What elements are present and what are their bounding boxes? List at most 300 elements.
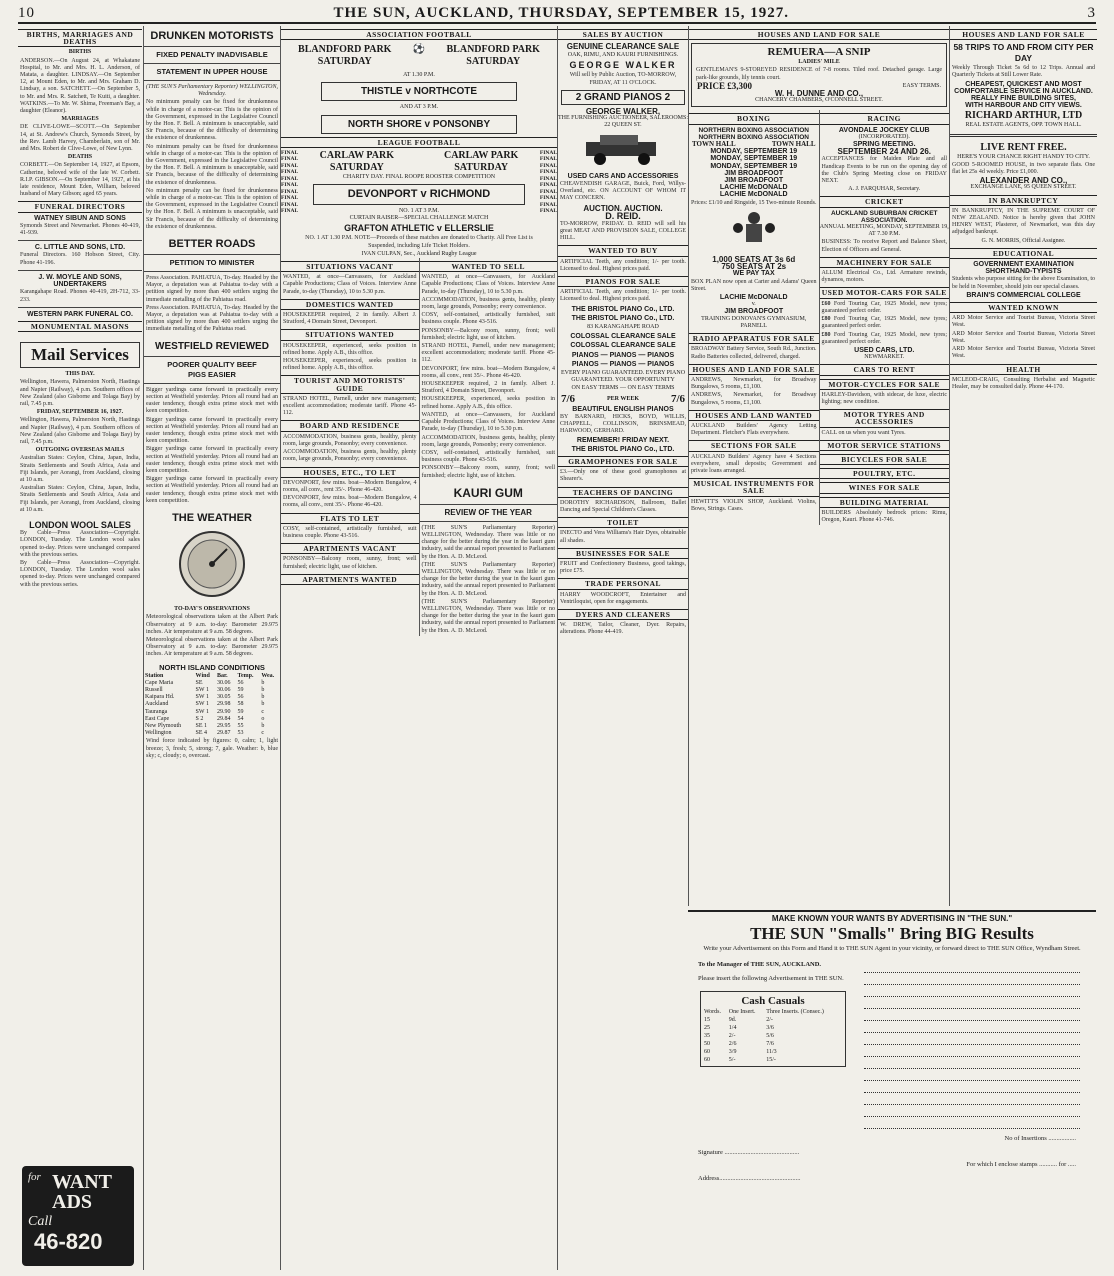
table-row [144, 709, 280, 716]
used-cars-title: USED CARS AND ACCESSORIES [567, 172, 679, 180]
final-label: FINAL [281, 201, 299, 208]
final-label: FINAL [539, 182, 557, 189]
dunne-name: W. H. DUNNE AND CO., [774, 89, 864, 99]
tyres-text: CALL on us when you want Tyres. [821, 429, 906, 436]
wool-heading: LONDON WOOL SALES [29, 519, 131, 530]
situations-wanted-text: HOUSEKEEPER, experienced, seeks position in refined home. Apply A.B., this office. [283, 342, 417, 356]
guarantee-text: EVERY PIANO GUARANTEED. EVERY PIANO GUARANTEED. YOUR OPPORTUNITY [560, 370, 686, 384]
seats-2: 750 SEATS AT 2s [721, 262, 787, 272]
masthead-left: 10 [18, 4, 35, 21]
sell-text-4: PONSONBY—Balcony room, sunny, front; well furnished; electric light, use of kitchen. [421, 327, 555, 341]
per-week: PER WEEK [606, 395, 640, 402]
government-exam: GOVERNMENT EXAMINATION [973, 261, 1074, 269]
table-cell: b [261, 722, 265, 729]
motor-text: Ford Touring Car, 1925 Model, new tyres; guaranteed perfect order. [821, 331, 947, 345]
apartments-wanted-heading: APARTMENTS WANTED [281, 574, 419, 585]
spring-meeting: SPRING MEETING. [852, 141, 916, 149]
clearance-sale-sub: OAK, RIMU, AND KAURI FURNISHINGS. [567, 52, 679, 59]
table-cell: 5/- [728, 1057, 736, 1063]
assoc-match-2: NORTH SHORE v PONSONBY [321, 115, 517, 134]
enclose-line[interactable]: For which I enclose stamps ........... for ..... [966, 1161, 1076, 1168]
cricket-meeting: ANNUAL MEETING, MONDAY, SEPTEMBER 19, AT 7.30 P.M. [819, 224, 949, 238]
table-cell: 2/- [728, 1033, 736, 1039]
racing-text: ACCEPTANCES for Maiden Plate and all Handicap Events to be run on the opening day of the Club's Spring Meeting close on FRIDAY NEXT. [821, 156, 947, 185]
table-cell: c [261, 708, 264, 715]
motor-text: Ford Touring Car, 1925 Model, new tyres; guaranteed perfect order. [821, 300, 947, 314]
table-cell: 29.87 [217, 730, 231, 737]
alexander-sub: EXCHANGE LANE, 95 QUEEN STREET. [970, 184, 1077, 191]
boxing-prices: Prices: £1/10 and Ringside, 15 Two-minute Rounds. [691, 199, 817, 206]
births-text: ANDERSON.—On August 24, at Whakatane Hospital, to Mr. and Mrs. H. L. Anderson, of Matata, a daughter. LINDSAY.—On September 12, at Mount Eden, to Mr. and Mrs. Graham D. Lindsay, a son. SATCHETT.—On September 5, to Mr. and Mrs. R. Satchett, Te Kuiti, a daughter. WATKINS.—To Mr. W. Shima, Freeman's Bay, a daughter (Eleanor). [20, 57, 140, 115]
league-ad [281, 150, 557, 258]
furnishing-auctioneer: THE FURNISHING AUCTIONEER, SALEROOMS: 22 QUEEN ST. [558, 115, 688, 129]
westfield-text: Bigger yardings came forward in practically every section at Westfield yesterday. Prices all round had an easier tendency, though extra prime stock met with keen competition. [146, 386, 278, 415]
mail-services-title: Mail Services [31, 345, 129, 365]
remuera-text: GENTLEMAN'S 9-STOREYED RESIDENCE of 7-8 rooms. Tiled roof. Detached garage. Large park-like grounds, lily tennis court. [696, 67, 942, 81]
bicycles-heading: BICYCLES FOR SALE [820, 454, 950, 465]
dyers-text: W. DREW, Tailor, Cleaner, Dyer. Repairs, alterations. Phone 44-419. [560, 622, 686, 636]
flats-heading: FLATS TO LET [281, 513, 419, 524]
column-2 [143, 26, 280, 1270]
column-5 [689, 110, 820, 525]
table-row [703, 1040, 843, 1048]
ad-line[interactable] [864, 1071, 1080, 1081]
flats-text: COSY, self-contained, artistically furnished, suit business couple. Phone 43-516. [283, 525, 417, 539]
table-row [144, 701, 280, 708]
wanted-to-sell-heading: WANTED TO SELL [420, 261, 558, 272]
remember-friday: REMEMBER! FRIDAY NEXT. [576, 436, 670, 444]
town-hall-row [689, 141, 819, 148]
town-hall-left: TOWN HALL [692, 140, 736, 149]
bristol-address: 83 KARANGAHAPE ROAD [587, 324, 659, 331]
ad-line[interactable] [864, 1011, 1080, 1021]
dunne-address: CHANCERY CHAMBERS, O'CONNELL STREET. [755, 97, 883, 104]
wanted-known-text-3: ARD Motor Service and Tourist Bureau, Victoria Street West. [952, 346, 1095, 360]
sell-text-12: PONSONBY—Balcony room, sunny, front; well furnished; electric light, use of kitchen. [421, 465, 555, 479]
businesses-text: FRUIT and Confectionery Business, good takings, price £75. [560, 560, 686, 575]
price-left: 7/6 [561, 392, 576, 405]
want-ads-for: for [28, 1171, 41, 1183]
we-pay-tax: WE PAY TAX [732, 270, 775, 278]
educational-heading: EDUCATIONAL [950, 248, 1097, 259]
table-cell: b [261, 679, 265, 686]
better-roads-heading: BETTER ROADS [168, 238, 256, 251]
league-ground-left: CARLAW PARK SATURDAY [319, 149, 395, 173]
edu-text: Students who purpose sitting for the above Examination, to be held in November, should join our special classes. [952, 276, 1095, 290]
league-football-heading: LEAGUE FOOTBALL [281, 137, 557, 148]
ad-line[interactable] [864, 963, 1080, 973]
bankruptcy-sign: G. N. MORRIS, Official Assignee. [981, 237, 1066, 244]
table-cell: SW 1 [195, 694, 209, 701]
sell-text-5: STRAND HOTEL, Parnell, under new management; excellent accommodation; moderate tariff. Phone 45-112. [421, 343, 555, 364]
ad-line[interactable] [864, 987, 1080, 997]
table-cell: 56 [237, 679, 244, 686]
want-ads-banner [22, 1166, 134, 1266]
funeral-ad-2: C. LITTLE AND SONS, LTD. [34, 244, 126, 252]
mail-day-2: FRIDAY, SEPTEMBER 16, 1927. [36, 409, 124, 416]
funeral-ad-4: WESTERN PARK FUNERAL CO. [27, 310, 133, 318]
motor-price-value: £80 [821, 331, 831, 338]
boxer-illustration [689, 210, 819, 253]
table-cell: East Cape [145, 715, 170, 722]
ad-line[interactable] [864, 1035, 1080, 1045]
table-cell: 29.90 [217, 708, 231, 715]
pianos-row-2: PIANOS — PIANOS — PIANOS [571, 360, 675, 368]
drunken-motorists-heading: DRUNKEN MOTORISTS [150, 30, 274, 42]
table-cell: 7/6 [766, 1041, 774, 1047]
table-cell: SW 1 [195, 708, 209, 715]
ad-line[interactable] [864, 1083, 1080, 1093]
rates-col-three: Three Inserts. (Consec.) [766, 1009, 824, 1015]
table-cell: 50 [704, 1041, 710, 1047]
sections-text: AUCKLAND Builders' Agency have 4 Sections everywhere, small deposits; Government and private loans arranged. [691, 453, 817, 474]
beautiful-pianos: BEAUTIFUL ENGLISH PIANOS [572, 405, 674, 413]
cash-casuals-box [700, 991, 846, 1067]
good-house-text: GOOD 5-ROOMED HOUSE, in two separate flats. One flat let 25s 4d weekly. Price £1,000. [952, 161, 1095, 176]
bristol-2: THE BRISTOL PIANO Co., LTD. [571, 314, 675, 322]
no-insertions[interactable]: No of Insertions ................. [1004, 1135, 1076, 1142]
table-cell: 3/6 [766, 1025, 774, 1031]
funeral-ad-1-text: Symonds Street and Newmarket. Phones 40-419, 41-939. [20, 222, 140, 237]
final-label: FINAL [281, 149, 299, 156]
weather-caption: TO-DAY'S OBSERVATIONS [174, 606, 250, 613]
houses-sale-heading-7: HOUSES AND LAND FOR SALE [950, 29, 1097, 40]
classifieds-split [281, 258, 557, 636]
sell-text-2: ACCOMMODATION, business gents, healthy, plenty room, large grounds, Ponsonby; every convenience. [421, 296, 555, 311]
table-cell: 60 [704, 1049, 710, 1055]
final-label: FINAL [281, 156, 299, 163]
weather-table-head [144, 673, 280, 680]
smalls-insert: Please insert the following Advertisement in THE SUN. [698, 975, 844, 982]
classifieds-left [281, 258, 420, 636]
league-sign: IVAN CULPAN, Sec., Auckland Rugby League [361, 250, 477, 257]
wool-text-2: By Cable—Press Association—Copyright. LONDON, Tuesday. The London wool sales opened to-day. Prices were unchanged compared with the previous series. [20, 559, 140, 588]
land-wanted-text: AUCKLAND Builders' Agency Letting Department. Fletcher's Flats everywhere. [691, 422, 817, 437]
live-rent-free-sub: HERE'S YOUR CHANCE RIGHT HANDY TO CITY. [957, 153, 1090, 160]
apartments-heading: APARTMENTS VACANT [281, 543, 419, 554]
table-cell: Auckland [145, 701, 169, 708]
ad-writing-lines[interactable] [848, 961, 1096, 1131]
league-ground-right: CARLAW PARK SATURDAY [443, 149, 519, 173]
ad-line[interactable] [864, 1047, 1080, 1057]
bristol-3: THE BRISTOL PIANO Co., LTD. [571, 445, 675, 453]
final-label: FINAL [281, 175, 299, 182]
table-cell: Russell [145, 686, 163, 693]
boxing-assoc-1: NORTHERN BOXING ASSOCIATION [698, 126, 809, 134]
sell-text-10: ACCOMMODATION, business gents, healthy, plenty room, large grounds, Ponsonby; every convenience. [421, 434, 555, 448]
houses-to-let-text: DEVONPORT, few mins. boat—Modern Bungalow, 4 rooms, all conv., rent 35/-. Phone 46-420. [283, 479, 417, 493]
league-match-2: GRAFTON ATHLETIC v ELLERSLIE [344, 223, 494, 234]
association-football-heading: ASSOCIATION FOOTBALL [281, 29, 557, 40]
table-cell: Tauranga [145, 708, 168, 715]
final-label: FINAL [539, 149, 557, 156]
boxing-assoc-2: NORTHERN BOXING ASSOCIATION [698, 133, 809, 141]
remuera-title: REMUERA—A SNIP [767, 46, 871, 59]
houses-for-sale-heading: HOUSES AND LAND FOR SALE [689, 29, 949, 40]
funeral-ad-3-text: Karangahape Road. Phones 40-419, 2H-712, 33-233. [20, 289, 140, 303]
wanted-known-text-2: ARD Motor Service and Tourist Bureau, Victoria Street West. [952, 330, 1095, 344]
motor-price-2 [822, 316, 948, 330]
table-row [144, 716, 280, 723]
september-dates: SEPTEMBER 24 AND 26. [837, 147, 931, 157]
final-label: FINAL [281, 182, 299, 189]
table-cell: 30.06 [217, 679, 231, 686]
motor-price-value: £60 [821, 300, 831, 307]
signature-line[interactable]: Signature .............................................. [698, 1149, 800, 1156]
column-7 [949, 26, 1097, 906]
kauri-text: (THE SUN'S Parliamentary Reporter) WELLINGTON, Wednesday. There was little or no change for the better during the year in the kauri gum industry, said the annual report presented to Parliament by the Hon. A. D. McLeod. [421, 524, 555, 560]
drunken-text-2: No minimum penalty can be fixed for drunkenness while in charge of a motor-car. This is the opinion of the Government, expressed in the Legislative Council by the Hon. F. Bell. A minimum is unacceptable, said Sir Francis, because of the difficulty of determining the existence of drunkenness. [146, 143, 278, 186]
births-marriages-heading: BIRTHS, MARRIAGES AND DEATHS [18, 29, 142, 47]
building-text: BUILDERS Absolutely bedrock prices: Rimu, Oregon, Kauri. Phone 41-746. [821, 509, 947, 523]
broadfoot-2: JIM BROADFOOT [724, 177, 784, 185]
radio-text: BROADWAY Battery Service, South Rd., Junction. Radio Batteries collected, delivered, charged. [691, 346, 817, 360]
column-3 [280, 26, 557, 1270]
machinery-text: ALLUM Electrical Co., Ltd. Armature rewinds, dynamos, motors. [821, 270, 947, 284]
ad-line[interactable] [864, 1107, 1080, 1117]
ad-line[interactable] [864, 975, 1080, 985]
sell-text-7: HOUSEKEEPER required, 2 in family. Albert J. Stratford, 4 Domain Street, Devonport. [421, 381, 555, 395]
boxer-icon [724, 210, 784, 250]
table-cell: SE [195, 679, 203, 686]
racing-sign: A. J. FARQUHAR, Secretary. [848, 186, 921, 193]
column-6 [820, 110, 950, 525]
trips-title: 58 TRIPS TO AND FROM CITY PER DAY [953, 42, 1094, 64]
funeral-heading: FUNERAL DIRECTORS [18, 201, 142, 212]
league-day: CHARITY DAY. FINAL ROOPE ROOSTER COMPETITION [342, 173, 496, 180]
table-row [703, 1024, 843, 1032]
kauri-text-3: (THE SUN'S Parliamentary Reporter) WELLINGTON, Wednesday. There was little or no change for the better during the year in the kauri gum industry, said the annual report presented to Parliament by the Hon. A. D. McLeod. [421, 598, 555, 634]
auction-title: AUCTION. AUCTION. [583, 204, 663, 214]
table-cell: 56 [237, 694, 244, 701]
final-label: FINAL [539, 201, 557, 208]
want-ads-phone: 46-820 [34, 1229, 103, 1254]
table-row [144, 730, 280, 737]
westfield-text-4: Bigger yardings came forward in practically every section at Westfield yesterday. Prices all round had an easier tendency, though extra prime stock met with keen competition. [146, 476, 278, 504]
training-location: TRAINING DONOVAN'S GYMNASIUM, PARNELL [701, 315, 807, 329]
car-icon [578, 132, 668, 166]
date-1: MONDAY, SEPTEMBER 19 [710, 148, 798, 156]
table-cell: 9d. [728, 1017, 737, 1023]
masthead [18, 4, 1096, 24]
sell-text-6: DEVONPORT, few mins. boat—Modern Bungalow, 4 rooms, all conv., rent 35/-. Phone 46-420. [421, 365, 555, 379]
final-label: FINAL [539, 156, 557, 163]
final-strip-left [281, 150, 303, 258]
trade-heading: TRADE PERSONAL [558, 578, 688, 589]
barometer-icon [177, 529, 247, 599]
sales-by-auction-heading: SALES BY AUCTION [558, 29, 688, 40]
assoc-time: AT 1.30 P.M. [403, 72, 435, 79]
table-cell: 60 [704, 1057, 710, 1063]
poultry-heading: POULTRY, ETC. [820, 468, 950, 479]
mcdonald-2: LACHIE McDONALD [719, 191, 788, 199]
cheapest: CHEAPEST, QUICKEST AND MOST COMFORTABLE SERVICE IN AUCKLAND. [954, 80, 1093, 95]
marriages-text: DE CLIVE-LOWE—SCOTT.—On September 14, at St. Andrew's Church, Symonds Street, by the Rev. Lamb Harvey, Chamberlain, son of Mr. and Mrs. Robert de Clive-Lowe, of New Lynn. [20, 124, 140, 153]
table-cell: Kaipara Hd. [145, 694, 175, 701]
final-label: FINAL [539, 208, 557, 215]
domestics-heading: DOMESTICS WANTED [281, 299, 419, 310]
weather-text-2: Meteorological observations taken at the Albert Park Observatory at 9 a.m. to-day: Barometer 29.975 inches. Air temperature at 9 a.m. 58 degrees. [146, 636, 278, 658]
assoc-ground-left: BLANDFORD PARK SATURDAY [298, 44, 392, 68]
remuera-price: PRICE £3,300 [697, 80, 753, 91]
gramophones-text: £3.—Only one of these good gramophones at Shearer's. [560, 469, 686, 483]
car-illustration [558, 132, 688, 169]
bristol-1: THE BRISTOL PIANO Co., LTD. [571, 305, 675, 313]
reid-text: TO-MORROW, FRIDAY. D. REID will sell his great MEAT AND PROVISION SALE, COLLEGE HILL. [560, 220, 686, 242]
weather-legend: Wind force indicated by figures: 0, calm; 1, light breeze; 3, fresh; 5, strong; 7, gale. Weather: b, blue sky; c, cloudy; o, overcast. [146, 738, 278, 759]
tourist-heading: TOURIST AND MOTORISTS' GUIDE [281, 375, 419, 393]
table-cell: 53 [237, 730, 244, 737]
funeral-ad-2-text: Funeral Directors. 160 Hobson Street, City. Phone 41-196. [20, 252, 140, 266]
final-label: FINAL [539, 195, 557, 202]
sell-text-3: COSY, self-contained, artistically furnished, suit business couple. Phone 43-516. [421, 312, 555, 326]
ad-line[interactable] [864, 1023, 1080, 1033]
table-cell: New Plymouth [145, 722, 182, 729]
health-heading: HEALTH [950, 364, 1097, 375]
trade-text: HARRY WOODCROFT, Entertainer and Ventriloquist, open for engagements. [560, 591, 686, 605]
mail-day: THIS DAY. [65, 371, 95, 378]
music-text: HEWITT'S VIOLIN SHOP, Auckland. Violins, Bows, Strings. Cases. [691, 498, 817, 512]
table-cell: 2/- [766, 1017, 773, 1023]
table-cell: b [261, 686, 265, 693]
motor-price-3 [822, 332, 948, 346]
grand-pianos: 2 GRAND PIANOS 2 [561, 90, 685, 105]
smalls-order-form [688, 910, 1096, 1268]
trips-text: Weekly Through Ticket 5s 6d to 12 Trips. Annual and Quarterly Tickets at Still Lower Rate. [952, 65, 1095, 79]
wanted-known-heading: WANTED KNOWN [950, 302, 1097, 313]
table-cell: c [261, 730, 264, 737]
column-4 [557, 26, 688, 1270]
table-cell: 3/9 [728, 1049, 737, 1055]
building-sites: REALLY FINE BUILDING SITES, [970, 95, 1076, 103]
table-cell: SW 1 [195, 701, 209, 708]
dyers-heading: DYERS AND CLEANERS [558, 609, 688, 620]
toilet-heading: TOILET [558, 517, 688, 528]
smalls-sub: Write your Advertisement on this Form and Hand it to THE SUN Agent in your vicinity, or forward direct to THE SUN Office, Wyndham Street. [703, 945, 1081, 952]
used-cars-newmarket: NEWMARKET. [864, 354, 905, 361]
table-cell: Cape Maria [145, 679, 174, 686]
businesses-heading: BUSINESSES FOR SALE [558, 548, 688, 559]
table-cell: 29.95 [217, 722, 231, 729]
births-heading: BIRTHS [68, 49, 92, 56]
auctioneer-reid: D. REID. [605, 210, 641, 221]
ad-line[interactable] [864, 999, 1080, 1009]
ad-line[interactable] [864, 1119, 1080, 1129]
table-cell: 15 [704, 1017, 710, 1023]
smalls-top: MAKE KNOWN YOUR WANTS BY ADVERTISING IN "THE SUN." [771, 914, 1013, 923]
table-cell: SE 4 [195, 730, 208, 737]
radio-heading: RADIO APPARATUS FOR SALE [689, 333, 819, 344]
board-text-2: ACCOMMODATION, business gents, healthy, plenty room, large grounds, Ponsonby; every convenience. [283, 449, 417, 463]
westfield-heading: WESTFIELD REVIEWED [155, 340, 269, 352]
houses-land-text-2: ANDREWS, Newmarket, for Broadway Bungalows, 5 rooms, £1,100. [691, 392, 817, 406]
weather-heading: THE WEATHER [172, 511, 252, 524]
funeral-ad-3: J. W. MOYLE AND SONS, UNDERTAKERS [38, 273, 122, 289]
health-text: MCLEOD-CRAIG, Consulting Herbalist and Magnetic Healer, may be consulted daily. Phone 44-170. [952, 376, 1095, 390]
easy-terms: ON EASY TERMS — ON EASY TERMS [571, 384, 675, 391]
pianos-heading: PIANOS FOR SALE [558, 276, 688, 287]
boxing-racing-split [689, 110, 949, 525]
ad-line[interactable] [864, 1095, 1080, 1105]
final-label: FINAL [539, 175, 557, 182]
table-row [703, 1032, 843, 1040]
broadfoot-1: JIM BROADFOOT [724, 169, 784, 177]
overseas-text-2: Australian States: Ceylon, China, Japan, India, Straits Settlements and South Africa, Asia and Fiji Islands, per Aorangi, from Auckland, closing at 10 a.m. [20, 485, 140, 513]
bankruptcy-text: IN BANKRUPTCY, IN THE SUPREME COURT OF NEW ZEALAND. Notice is hereby given that JOHN HENRY WEST, Plasterer, of Newmarket, was this day adjudged bankrupt. [952, 207, 1095, 236]
richard-arthur-sub: REAL ESTATE AGENTS, OPP. TOWN HALL. [965, 122, 1082, 129]
ad-line[interactable] [864, 1059, 1080, 1069]
pianos-text: ARTIFICIAL Teeth, any condition; 1/- per tooth. Licensed to deal. Highest prices paid. [560, 289, 686, 303]
dancing-text: DOROTHY RICHARDSON, Ballroom, Ballet Dancing and Special Children's Classes. [560, 499, 686, 513]
live-rent-free: LIVE RENT FREE. [980, 141, 1067, 153]
kauri-review-heading: REVIEW OF THE YEAR [444, 507, 532, 517]
table-row [144, 687, 280, 694]
westfield-text-2: Bigger yardings came forward in practically every section at Westfield yesterday. Prices all round had an easier tendency, though extra prime stock met with keen competition. [146, 416, 278, 445]
apartments-text: PONSONBY—Balcony room, sunny, front; well furnished; electric light, use of kitchen. [283, 556, 417, 570]
table-cell: 59 [237, 686, 244, 693]
bankruptcy-heading: IN BANKRUPTCY [950, 195, 1097, 206]
table-cell: 1/4 [728, 1025, 737, 1031]
wanted-known-text: ARD Motor Service and Tourist Bureau, Victoria Street West. [952, 315, 1095, 329]
table-cell: 25 [704, 1025, 710, 1031]
final-label: FINAL [281, 188, 299, 195]
box-plan: BOX PLAN now open at Carter and Adams' Queen Street. [691, 278, 817, 292]
table-row [144, 723, 280, 730]
final-label: FINAL [539, 188, 557, 195]
wanted-to-buy-heading: WANTED TO BUY [558, 245, 688, 256]
reporter-line: (THE SUN'S Parliamentary Reporter) WELLINGTON, Wednesday. [146, 84, 279, 98]
rates-col-one: One Insert. [728, 1009, 756, 1015]
smalls-title: THE SUN "Smalls" Bring BIG Results [750, 924, 1034, 943]
gramophones-heading: GRAMOPHONES FOR SALE [558, 456, 688, 467]
assoc-ground-row [281, 44, 557, 68]
mail-text-2: Wellington, Hawera, Palmerston North, Hastings and Napier (Railway), 4 p.m. Southern offices of New Zealand (also Gisborne and Tolaga Bay) by rail, 7.45 p.m. [20, 417, 140, 445]
rates-col-words: Words. [704, 1009, 722, 1015]
table-cell: b [261, 694, 265, 701]
roads-text-2: Press Association. PAHIATUA, To-day. Headed by the Mayor, a deputation was at Pahiatua to-day with a petition signed by more than 400 settlers urging the immediate metalling of the Pahiatua road. [146, 304, 278, 333]
clearance-sale-text: Will sell by Public Auction, TO-MORROW, FRIDAY, AT 11 O'CLOCK. [569, 72, 677, 86]
mail-text: Wellington, Hawera, Palmerston North, Hastings and Napier (Railway), 4 p.m. Southern offices of New Zealand (also Gisborne and Tolaga Bay) by rail, 7.45 p.m. [20, 379, 140, 407]
houses-to-let-text-2: DEVONPORT, few mins. boat—Modern Bungalow, 4 rooms, all conv., rent 35/-. Phone 46-420. [283, 495, 417, 509]
weather-col-temp: Temp. [237, 672, 254, 679]
price-row [558, 392, 688, 406]
final-strip-right [535, 150, 557, 258]
motor-cars-heading: USED MOTOR-CARS FOR SALE [820, 287, 950, 298]
clearance-sale-title: GENUINE CLEARANCE SALE [566, 42, 680, 52]
wool-text: By Cable—Press Association—Copyright. LONDON, Tuesday. The London wool sales opened to-day. Prices were unchanged compared with the previous series. [20, 530, 140, 558]
weather-col-wind: Wind [195, 672, 210, 679]
table-cell: 54 [237, 715, 244, 722]
wanted-to-buy-text: ARTIFICIAL Teeth, any condition; 1/- per tooth. Licensed to deal. Highest prices paid. [560, 258, 686, 272]
harbour-views: WITH HARBOUR AND CITY VIEWS. [965, 102, 1082, 110]
deaths-text: CORBETT.—On September 14, 1927, at Epsom, Catherine, beloved wife of the late W. Corbett. R.I.P. GIBSON.—On September 14, 1927, at his late residence, Mount Eden, William, beloved husband of Mary Gibson; aged 65 years. [20, 162, 140, 198]
table-cell: 2/6 [728, 1041, 737, 1047]
land-wanted-heading: HOUSES AND LAND WANTED [689, 410, 819, 421]
assoc-ground-right: BLANDFORD PARK SATURDAY [446, 44, 540, 68]
weather-col-station: Station [145, 672, 164, 679]
richard-arthur: RICHARD ARTHUR, LTD [964, 110, 1083, 122]
kauri-gum-heading: KAURI GUM [453, 485, 523, 500]
drunken-text-3: No minimum penalty can be fixed for drunkenness while in charge of a motor-car. This is the opinion of the Government, expressed in the Legislative Council by the Hon. F. Bell. A minimum is unacceptable, said Sir Francis, because of the difficulty of determining the existence of drunkenness. [146, 187, 278, 230]
address-line[interactable]: Address.................................................. [698, 1175, 801, 1182]
table-cell: 30.05 [217, 694, 231, 701]
date-2: MONDAY, SEPTEMBER 19 [710, 155, 798, 163]
page-number: 3 [1087, 4, 1096, 21]
table-cell: 5/6 [766, 1033, 774, 1039]
funeral-ad-1: WATNEY SIBUN AND SONS [34, 214, 126, 222]
board-text: ACCOMMODATION, business gents, healthy, plenty room, large grounds, Ponsonby; every convenience. [283, 433, 417, 447]
used-cars-ltd: USED CARS, LTD. [854, 346, 915, 354]
